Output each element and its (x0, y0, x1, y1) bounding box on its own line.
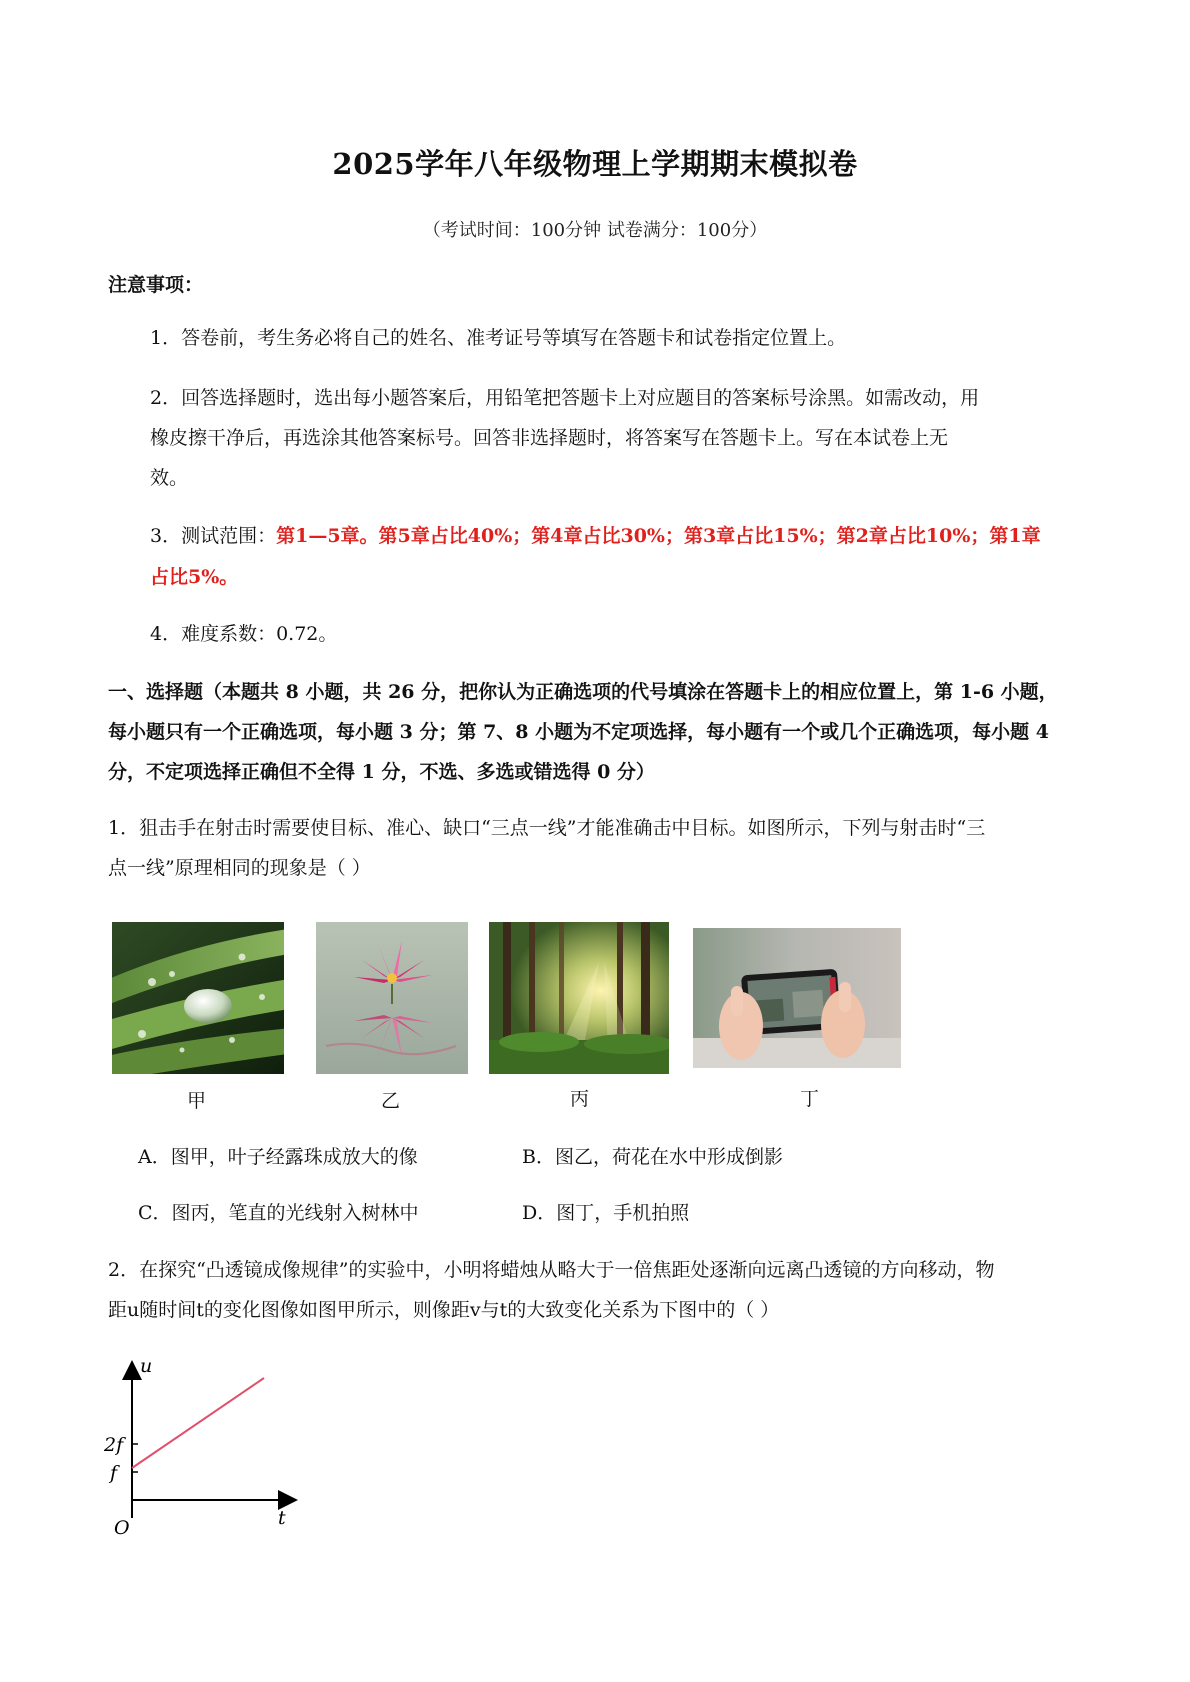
x-axis-label: t (278, 1507, 286, 1529)
notice-item-2-line-3: 效。 (150, 467, 189, 489)
u-line (132, 1378, 264, 1468)
notice-heading: 注意事项： (108, 274, 204, 296)
photo-bing-forest-light (489, 922, 669, 1074)
q1-option-c: C．图丙，笔直的光线射入树林中 (138, 1202, 419, 1224)
section-1-heading-line-2: 每小题只有一个正确选项，每小题 3 分；第 7、8 小题为不定项选择，每小题有一个或几个正确选项，每小题 4 (108, 721, 1049, 743)
section-1-heading-line-3: 分，不定项选择正确但不全得 1 分，不选、多选或错选得 0 分） (108, 761, 655, 783)
phone-illustration (693, 928, 901, 1068)
caption-yi: 乙 (381, 1090, 401, 1112)
exam-subtitle: （考试时间：100分钟 试卷满分：100分） (422, 220, 768, 241)
photo-yi-lotus-reflection (316, 922, 468, 1074)
u-t-graph (100, 1352, 310, 1542)
caption-bing: 丙 (570, 1088, 590, 1110)
question-1-line-1: 1．狙击手在射击时需要使目标、准心、缺口“三点一线”才能准确击中目标。如图所示，下列与射击时“三 (108, 817, 986, 839)
tick-f-label: f (110, 1462, 118, 1484)
section-1-heading-line-1: 一、选择题（本题共 8 小题，共 26 分，把你认为正确选项的代号填涂在答题卡上的相应位置上，第 1-6 小题， (108, 681, 1058, 703)
y-axis-label: u (140, 1355, 153, 1377)
dew-leaf-illustration (112, 922, 284, 1074)
photo-jia-dew-on-leaves (112, 922, 284, 1074)
q1-option-d: D．图丁，手机拍照 (522, 1202, 690, 1224)
photo-ding-phone-camera (693, 928, 901, 1068)
caption-ding: 丁 (800, 1088, 820, 1110)
notice-item-3-line-1 (150, 516, 1090, 556)
notice-item-2-line-1: 2．回答选择题时，选出每小题答案后，用铅笔把答题卡上对应题目的答案标号涂黑。如需改动，用 (150, 387, 980, 409)
notice-item-3-prefix: 3．测试范围： (150, 525, 277, 547)
question-2-line-2: 距u随时间t的变化图像如图甲所示，则像距v与t的大致变化关系为下图中的（ ） (108, 1299, 780, 1321)
notice-item-3-line-2: 占比5%。 (150, 566, 239, 588)
forest-illustration (489, 922, 669, 1074)
test-scope-red-text: 第1—5章。第5章占比40%；第4章占比30%；第3章占比15%；第2章占比10%；第1章 (276, 525, 1041, 547)
q1-option-b: B．图乙，荷花在水中形成倒影 (522, 1146, 783, 1168)
caption-jia: 甲 (187, 1090, 207, 1112)
question-2-line-1: 2．在探究“凸透镜成像规律”的实验中，小明将蜡烛从略大于一倍焦距处逐渐向远离凸透镜的方向移动，物 (108, 1259, 995, 1281)
notice-item-1: 1．答卷前，考生务必将自己的姓名、准考证号等填写在答题卡和试卷指定位置上。 (150, 327, 847, 349)
page-title: 2025学年八年级物理上学期期末模拟卷 (332, 147, 858, 181)
notice-item-4: 4．难度系数：0.72。 (150, 623, 338, 645)
origin-label: O (114, 1517, 130, 1539)
question-1-line-2: 点一线”原理相同的现象是（ ） (108, 857, 371, 879)
q1-option-a: A．图甲，叶子经露珠成放大的像 (138, 1146, 418, 1168)
lotus-illustration (316, 922, 468, 1074)
notice-item-2-line-2: 橡皮擦干净后，再选涂其他答案标号。回答非选择题时，将答案写在答题卡上。写在本试卷上无 (150, 427, 949, 449)
tick-2f-label: 2f (104, 1434, 124, 1456)
